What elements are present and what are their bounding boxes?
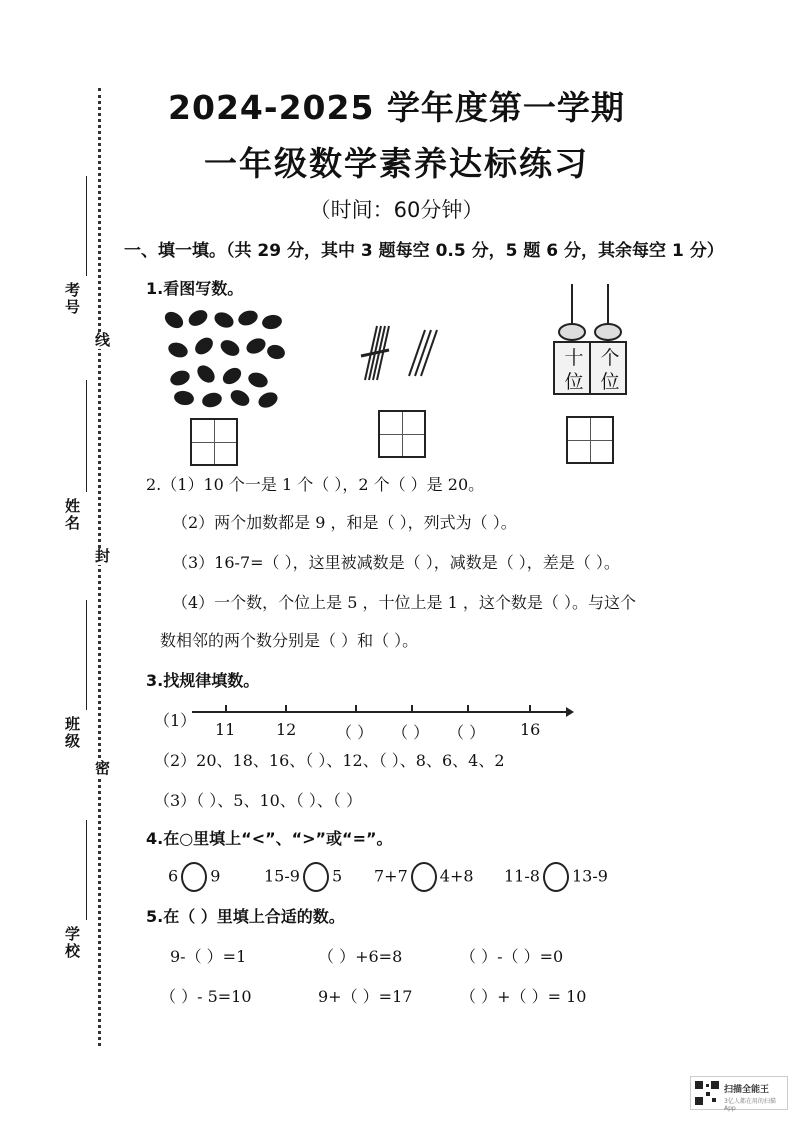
class-line[interactable] bbox=[86, 600, 88, 710]
compare-circle[interactable] bbox=[181, 862, 207, 892]
compare-right: 9 bbox=[210, 866, 221, 886]
q5-item[interactable]: 9+（ ）=17 bbox=[318, 987, 413, 1006]
numberline-blank[interactable]: （ ） bbox=[448, 723, 486, 742]
time-limit: （时间：60分钟） bbox=[309, 198, 484, 222]
compare-left: 15-9 bbox=[264, 866, 300, 886]
q2-line-3: （3）16-7=（ ），这里被减数是（ ），减数是（ ），差是（ ）。 bbox=[172, 553, 620, 572]
scanner-watermark bbox=[690, 1076, 788, 1110]
q3-line-3: （3）（ ）、5、10、（ ）、（ ） bbox=[154, 791, 362, 810]
class-label: 班级 bbox=[63, 716, 81, 750]
q2-line-5: 数相邻的两个数分别是（ ）和（ ）。 bbox=[160, 631, 419, 650]
q5-item[interactable]: （ ）-（ ）=0 bbox=[460, 947, 564, 966]
numberline-blank[interactable]: （ ） bbox=[336, 723, 374, 742]
q2-line-2: （2）两个加数都是 9 ，和是（ ），列式为（ ）。 bbox=[172, 513, 517, 532]
compare-right: 13-9 bbox=[571, 866, 608, 886]
seal-char-seal: 封 bbox=[93, 548, 111, 565]
binding-dotted-line bbox=[98, 88, 101, 1046]
numberline-label: 12 bbox=[276, 720, 297, 739]
q3-title: 3.找规律填数。 bbox=[146, 671, 260, 690]
compare-left: 7+7 bbox=[374, 866, 408, 886]
compare-circle[interactable] bbox=[303, 862, 329, 892]
watermark-tagline: 3亿人都在用的扫描App bbox=[724, 1098, 776, 1112]
exam-no-line[interactable] bbox=[86, 176, 88, 276]
name-label: 姓名 bbox=[63, 498, 81, 532]
abacus-tens-label: 十位 bbox=[564, 347, 584, 393]
q1-title: 1.看图写数。 bbox=[146, 279, 244, 298]
answer-box-1[interactable] bbox=[190, 418, 238, 466]
compare-item-3 bbox=[374, 862, 474, 892]
answer-box-3[interactable] bbox=[566, 416, 614, 464]
compare-circle[interactable] bbox=[411, 862, 437, 892]
page-title: 2024-2025 学年度第一学期 bbox=[168, 88, 625, 127]
q2-line-1: 2.（1）10 个一是 1 个（ ），2 个（ ）是 20。 bbox=[146, 475, 485, 494]
numberline-label: 11 bbox=[215, 720, 236, 739]
seal-char-secret: 密 bbox=[93, 760, 111, 777]
qr-code-icon bbox=[694, 1080, 720, 1106]
name-line[interactable] bbox=[86, 380, 88, 492]
compare-left: 11-8 bbox=[504, 866, 540, 886]
compare-item-2 bbox=[264, 862, 342, 892]
exam-no-label: 考号 bbox=[63, 282, 81, 316]
number-line bbox=[190, 700, 575, 724]
compare-left: 6 bbox=[168, 866, 179, 886]
answer-box-2[interactable] bbox=[378, 410, 426, 458]
compare-right: 5 bbox=[331, 866, 343, 886]
q5-item[interactable]: 9-（ ）=1 bbox=[170, 947, 247, 966]
q3-line-2: （2）20、18、16、（ ）、12、（ ）、8、6、4、2 bbox=[154, 751, 505, 770]
school-label: 学校 bbox=[63, 926, 81, 960]
numberline-blank[interactable]: （ ） bbox=[392, 723, 430, 742]
q5-item[interactable]: （ ）- 5=10 bbox=[160, 987, 252, 1006]
q5-title: 5.在（ ）里填上合适的数。 bbox=[146, 907, 345, 926]
q4-title: 4.在○里填上“<”、“>”或“=”。 bbox=[146, 829, 393, 848]
q5-item[interactable]: （ ）+6=8 bbox=[318, 947, 403, 966]
watermark-brand: 扫描全能王 bbox=[724, 1085, 770, 1095]
eggplant-picture bbox=[160, 300, 290, 412]
page-subtitle: 一年级数学素养达标练习 bbox=[204, 144, 589, 183]
q3-part1-label: （1） bbox=[154, 711, 197, 730]
q5-item[interactable]: （ ）+（ ）= 10 bbox=[460, 987, 587, 1006]
q2-line-4: （4）一个数，个位上是 5 ，十位上是 1 ，这个数是（ ）。与这个 bbox=[172, 593, 636, 612]
school-line[interactable] bbox=[86, 820, 88, 920]
compare-right: 4+8 bbox=[439, 866, 474, 886]
section-heading: 一、填一填。（共 29 分，其中 3 题每空 0.5 分，5 题 6 分，其余每空 1 分） bbox=[124, 241, 724, 261]
compare-item-1 bbox=[168, 862, 220, 892]
sticks-picture bbox=[355, 322, 445, 382]
compare-item-4 bbox=[504, 862, 608, 892]
compare-circle[interactable] bbox=[543, 862, 569, 892]
abacus-ones-label: 个位 bbox=[600, 347, 620, 393]
seal-char-line: 线 bbox=[93, 332, 111, 349]
numberline-label: 16 bbox=[520, 720, 541, 739]
